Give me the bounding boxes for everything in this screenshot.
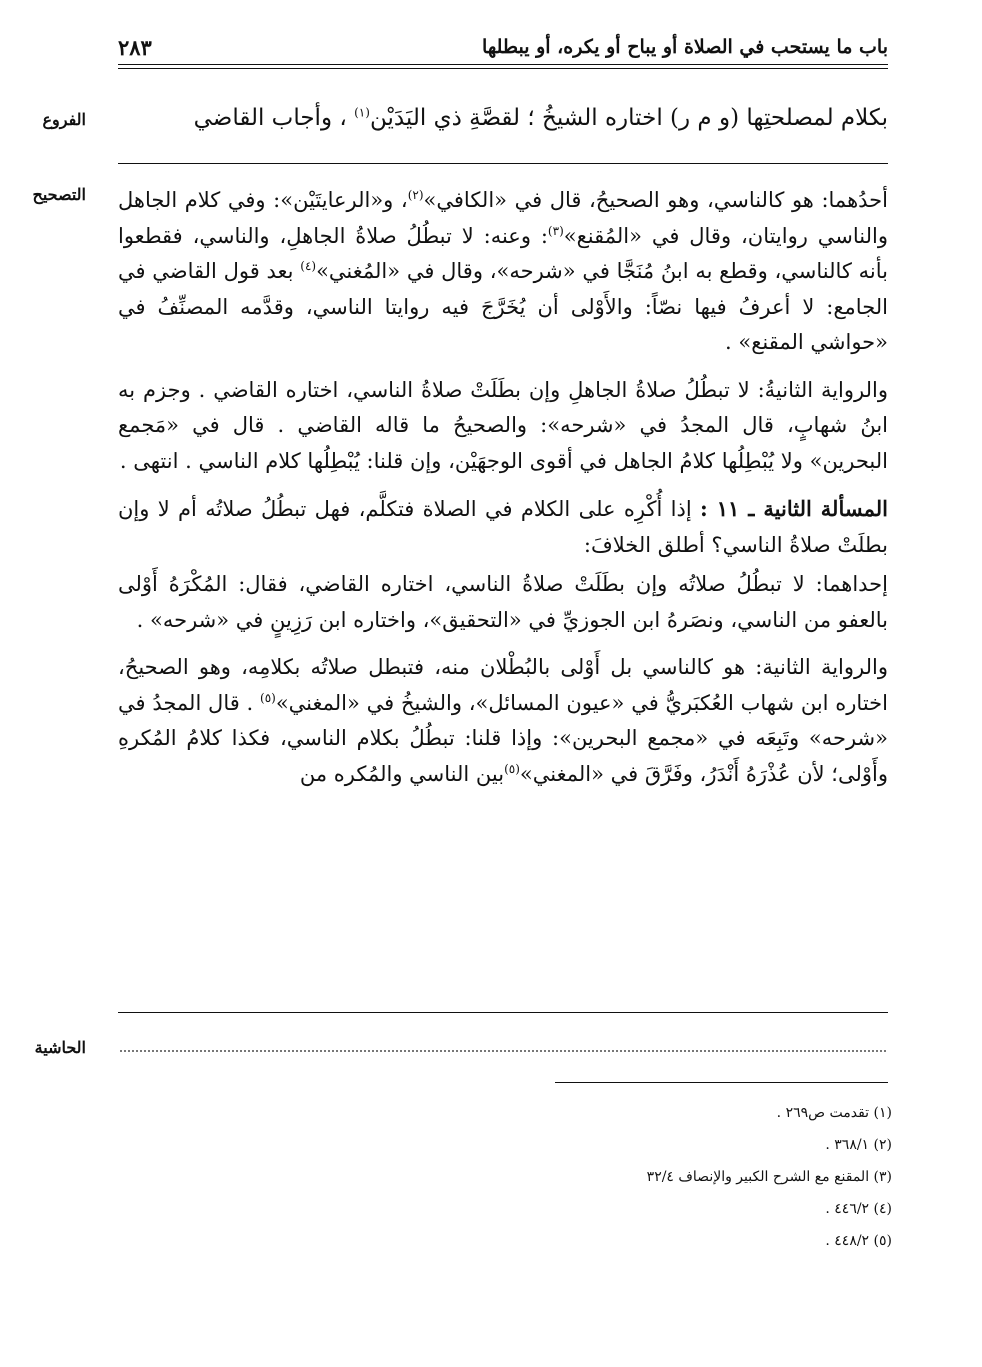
footnote-ref-3: (٣)	[547, 223, 564, 238]
footnote-4: (٤) ٤٤٦/٢ .	[825, 1201, 892, 1217]
tashih-paragraph-1	[118, 183, 888, 361]
section-rule	[118, 163, 888, 164]
tashih-paragraph-2: والرواية الثانيةُ: لا تبطُلُ صلاةُ الجاهلِ وإن بطَلَتْ صلاةُ الناسي، اختاره القاضي . وجزم به ابنُ شهابٍ، قال المجدُ في «شرحه»: والصحيحُ ما قاله القاضي . قال في «مَجمع البحرين» ولا يُبْطِلُها كلامُ الجاهل في أقوى الوجهَيْن، وإن قلنا: يُبْطِلُها كلام الناسي . انتهى .	[118, 377, 888, 473]
tashih-p5-a: والرواية الثانية: هو كالناسي بل أَوْلى بالبُطْلان منه، فتبطل صلاتُه بكلامِه، وهو الصحيحُ، اختاره ابن شهاب العُكبَريُّ في «عيون المسائل»، والشيخُ في «المغني»	[118, 655, 888, 715]
issue-heading: المسألة الثانية ـ ١١ :	[700, 496, 888, 521]
tashih-paragraph-4: إحداهما: لا تبطُلُ صلاتُه وإن بطَلَتْ صلاةُ الناسي، اختاره القاضي، فقال: المُكْرَهُ أَوْلى بالعفو من الناسي، ونصَرهُ ابن الجوزيِّ في «التحقيق»، واختاره ابن رَزِينٍ في «شرحه» .	[118, 572, 888, 632]
footnote-ref-4: (٤)	[300, 259, 317, 273]
footnote-2: (٢) ٣٦٨/١ .	[825, 1137, 892, 1153]
tashih-p1-b: ، و«الرعايتَيْن»: وفي كلام الجاهل والناسي روايتان، وقال في «المُقنع»	[118, 188, 888, 248]
footnote-rule	[555, 1082, 888, 1083]
footnote-ref-5a: (٥)	[260, 690, 276, 705]
furu-text-b: ، وأجاب القاضي	[193, 105, 355, 131]
furu-text-a: بكلام لمصلحتِها (و م ر) اختاره الشيخُ ؛ لقصَّةِ ذي اليَدَيْن	[369, 105, 888, 131]
tashih-paragraph-3	[118, 491, 888, 563]
hashiya-rule	[118, 1012, 888, 1013]
tashih-p5-c: بين الناسي والمُكره من	[299, 761, 505, 786]
running-header	[118, 30, 888, 64]
tashih-p5-b: . قال المجدُ في «شرحه» وتَبِعَه في «مجمع البحرين»: وإذا قلنا: تبطُلُ بكلام الناسي، فكذا كلامُ المُكرهِ وأَوْلى؛ لأن عُذْرَهُ أَنْدَرُ، وفَرَّقَ في «المغني»	[118, 690, 888, 786]
tashih-text	[118, 183, 888, 804]
tashih-p1-a: أحدُهما: هو كالناسي، وهو الصحيحُ، قال في «الكافي»	[423, 188, 888, 212]
issue-text: إذا أُكْرِه على الكلام في الصلاة فتكلَّم، فهل تبطُلُ صلاتُه أم لا وإن بطلَتْ صلاةُ الناسي؟ أطلق الخلافَ:	[118, 497, 888, 557]
footnotes	[500, 1097, 892, 1257]
furu-text	[118, 96, 888, 140]
header-rule	[118, 64, 888, 69]
label-hashiya: الحاشية	[34, 1038, 86, 1057]
footnote-3: (٣) المقنع مع الشرح الكبير والإنصاف ٣٢/٤	[646, 1169, 892, 1185]
footnote-ref-1: (١)	[354, 105, 370, 120]
footnote-ref-2: (٢)	[407, 188, 424, 202]
tashih-p1-c: : وعنه: لا تبطُلُ صلاةُ الجاهلِ، والناسي، فقطعوا بأنه كالناسي، وقطع به ابنُ مُنَجَّا في «شرحه»، وقال في «المُغني»	[118, 223, 888, 283]
label-tashih: التصحيح	[32, 185, 86, 204]
footnote-1: (١) تقدمت ص٢٦٩ .	[776, 1105, 892, 1121]
hashiya-dotted-line	[120, 1050, 886, 1052]
tashih-p1-d: بعد قول القاضي في الجامع: لا أعرفُ فيها نصّاً: والأَوْلى أن يُخَرَّجَ فيه روايتا الناسي، وقدَّمه المصنِّفُ في «حواشي المقنع» .	[118, 259, 888, 354]
footnote-ref-5b: (٥)	[504, 761, 520, 776]
header-title: باب ما يستحب في الصلاة أو يباح أو يكره، أو يبطلها	[482, 36, 888, 58]
label-furu: الفروع	[42, 110, 86, 129]
page-number: ٢٨٣	[118, 34, 152, 60]
footnote-5: (٥) ٤٤٨/٢ .	[825, 1233, 892, 1249]
tashih-paragraph-5	[118, 650, 888, 792]
